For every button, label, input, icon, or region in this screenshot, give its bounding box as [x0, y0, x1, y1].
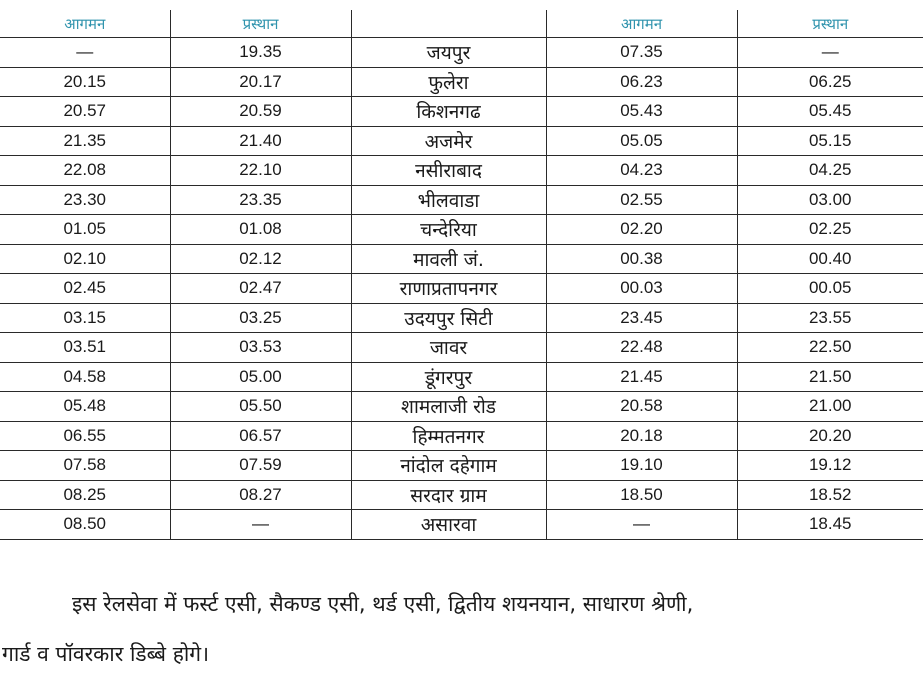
station-cell: नांदोल दहेगाम [351, 451, 546, 481]
arrival-return-cell: 18.50 [546, 480, 737, 510]
arrival-outbound-cell: — [0, 38, 170, 68]
departure-return-cell: 21.00 [737, 392, 923, 422]
arrival-return-cell: 02.20 [546, 215, 737, 245]
arrival-outbound-cell: 20.15 [0, 67, 170, 97]
station-cell: किशनगढ [351, 97, 546, 127]
departure-return-cell: 18.45 [737, 510, 923, 540]
arrival-outbound-cell: 23.30 [0, 185, 170, 215]
station-cell: असारवा [351, 510, 546, 540]
header-station [351, 10, 546, 38]
arrival-return-cell: 05.05 [546, 126, 737, 156]
departure-outbound-cell: 22.10 [170, 156, 351, 186]
arrival-return-cell: — [546, 510, 737, 540]
station-cell: भीलवाडा [351, 185, 546, 215]
table-row [0, 274, 923, 304]
header-arrival-outbound: आगमन [0, 10, 170, 38]
arrival-return-cell: 00.03 [546, 274, 737, 304]
table-row [0, 392, 923, 422]
arrival-outbound-cell: 07.58 [0, 451, 170, 481]
station-cell: सरदार ग्राम [351, 480, 546, 510]
arrival-outbound-cell: 03.15 [0, 303, 170, 333]
arrival-return-cell: 07.35 [546, 38, 737, 68]
departure-return-cell: 18.52 [737, 480, 923, 510]
table-row [0, 480, 923, 510]
station-cell: नसीराबाद [351, 156, 546, 186]
departure-return-cell: 03.00 [737, 185, 923, 215]
departure-outbound-cell: 21.40 [170, 126, 351, 156]
departure-outbound-cell: — [170, 510, 351, 540]
table-row [0, 126, 923, 156]
station-cell: फुलेरा [351, 67, 546, 97]
arrival-return-cell: 05.43 [546, 97, 737, 127]
arrival-return-cell: 00.38 [546, 244, 737, 274]
arrival-outbound-cell: 20.57 [0, 97, 170, 127]
table-row [0, 185, 923, 215]
header-departure-outbound: प्रस्थान [170, 10, 351, 38]
station-cell: मावली जं. [351, 244, 546, 274]
arrival-return-cell: 02.55 [546, 185, 737, 215]
departure-outbound-cell: 06.57 [170, 421, 351, 451]
arrival-return-cell: 23.45 [546, 303, 737, 333]
departure-outbound-cell: 05.50 [170, 392, 351, 422]
departure-return-cell: 06.25 [737, 67, 923, 97]
arrival-return-cell: 22.48 [546, 333, 737, 363]
service-note-line-2: गार्ड व पॉवरकार डिब्बे होगे। [2, 642, 210, 666]
table-row [0, 67, 923, 97]
departure-return-cell: 05.15 [737, 126, 923, 156]
service-note-line-1: इस रेलसेवा में फर्स्ट एसी, सैकण्ड एसी, थर्ड एसी, द्वितीय शयनयान, साधारण श्रेणी, [72, 592, 694, 616]
departure-return-cell: 00.40 [737, 244, 923, 274]
table-row [0, 510, 923, 540]
table-row [0, 156, 923, 186]
departure-outbound-cell: 20.17 [170, 67, 351, 97]
table-row [0, 421, 923, 451]
table-row [0, 333, 923, 363]
departure-outbound-cell: 20.59 [170, 97, 351, 127]
departure-return-cell: 19.12 [737, 451, 923, 481]
arrival-outbound-cell: 21.35 [0, 126, 170, 156]
departure-outbound-cell: 07.59 [170, 451, 351, 481]
station-cell: उदयपुर सिटी [351, 303, 546, 333]
arrival-outbound-cell: 02.10 [0, 244, 170, 274]
station-cell: शामलाजी रोड [351, 392, 546, 422]
departure-outbound-cell: 19.35 [170, 38, 351, 68]
table-row [0, 362, 923, 392]
train-timetable [0, 10, 923, 540]
departure-outbound-cell: 23.35 [170, 185, 351, 215]
departure-return-cell: 23.55 [737, 303, 923, 333]
departure-outbound-cell: 02.47 [170, 274, 351, 304]
station-cell: राणाप्रतापनगर [351, 274, 546, 304]
arrival-outbound-cell: 04.58 [0, 362, 170, 392]
arrival-outbound-cell: 08.25 [0, 480, 170, 510]
departure-outbound-cell: 03.25 [170, 303, 351, 333]
departure-outbound-cell: 03.53 [170, 333, 351, 363]
arrival-outbound-cell: 06.55 [0, 421, 170, 451]
departure-return-cell: 05.45 [737, 97, 923, 127]
station-cell: अजमेर [351, 126, 546, 156]
arrival-return-cell: 20.18 [546, 421, 737, 451]
departure-return-cell: 04.25 [737, 156, 923, 186]
arrival-return-cell: 06.23 [546, 67, 737, 97]
departure-outbound-cell: 01.08 [170, 215, 351, 245]
departure-outbound-cell: 02.12 [170, 244, 351, 274]
header-departure-return: प्रस्थान [737, 10, 923, 38]
table-row [0, 215, 923, 245]
arrival-outbound-cell: 05.48 [0, 392, 170, 422]
arrival-return-cell: 19.10 [546, 451, 737, 481]
header-row [0, 10, 923, 38]
departure-return-cell: — [737, 38, 923, 68]
station-cell: चन्देरिया [351, 215, 546, 245]
station-cell: जावर [351, 333, 546, 363]
station-cell: डूंगरपुर [351, 362, 546, 392]
departure-return-cell: 02.25 [737, 215, 923, 245]
departure-return-cell: 20.20 [737, 421, 923, 451]
table-row [0, 244, 923, 274]
table-row [0, 303, 923, 333]
arrival-outbound-cell: 08.50 [0, 510, 170, 540]
table-row [0, 97, 923, 127]
departure-outbound-cell: 08.27 [170, 480, 351, 510]
arrival-return-cell: 04.23 [546, 156, 737, 186]
departure-return-cell: 21.50 [737, 362, 923, 392]
header-arrival-return: आगमन [546, 10, 737, 38]
arrival-outbound-cell: 03.51 [0, 333, 170, 363]
arrival-return-cell: 20.58 [546, 392, 737, 422]
arrival-outbound-cell: 22.08 [0, 156, 170, 186]
arrival-outbound-cell: 01.05 [0, 215, 170, 245]
arrival-outbound-cell: 02.45 [0, 274, 170, 304]
table-row [0, 38, 923, 68]
station-cell: हिम्मतनगर [351, 421, 546, 451]
departure-return-cell: 00.05 [737, 274, 923, 304]
station-cell: जयपुर [351, 38, 546, 68]
departure-outbound-cell: 05.00 [170, 362, 351, 392]
table-row [0, 451, 923, 481]
arrival-return-cell: 21.45 [546, 362, 737, 392]
departure-return-cell: 22.50 [737, 333, 923, 363]
